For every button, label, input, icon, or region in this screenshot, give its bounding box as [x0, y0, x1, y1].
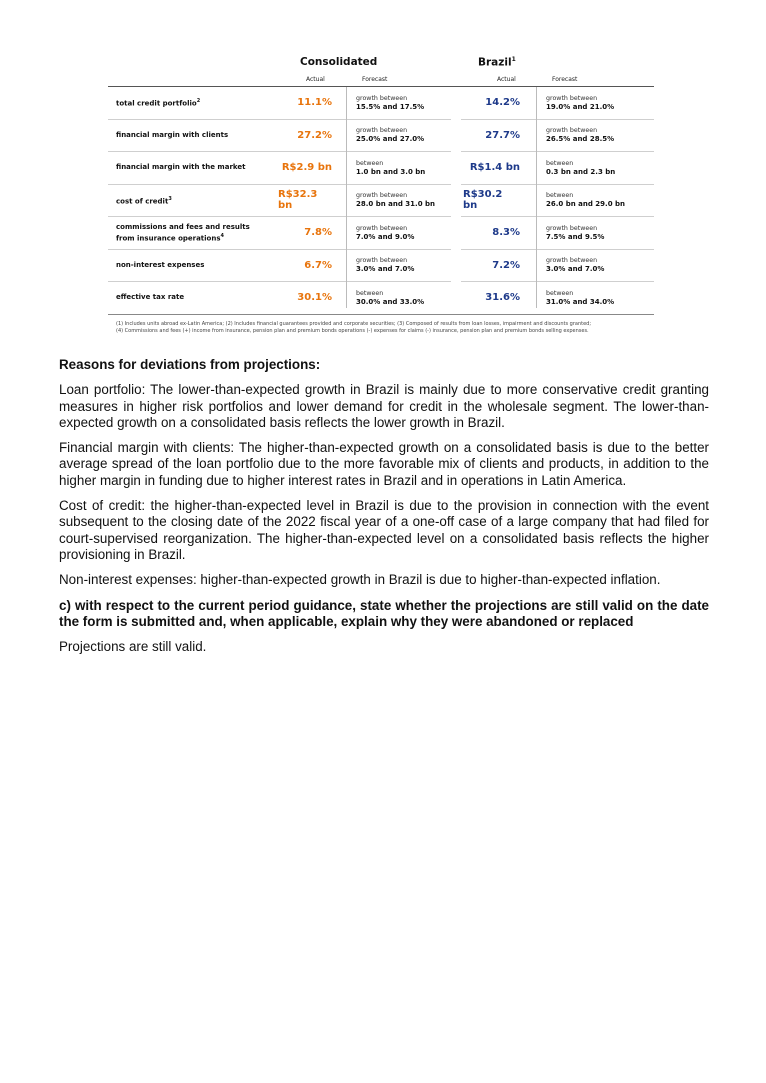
- consolidated-forecast: [356, 185, 451, 217]
- forecast-line-2: 31.0% and 34.0%: [546, 297, 615, 306]
- brazil-actual-value: 8.3%: [492, 227, 520, 239]
- forecast-line-2: 7.5% and 9.5%: [546, 232, 605, 241]
- paragraph-non-interest-expenses: Non-interest expenses: higher-than-expected growth in Brazil is due to higher-than-expected inflation.: [59, 572, 661, 588]
- row-label: [116, 152, 286, 184]
- row-label-text: effective tax rate: [116, 293, 185, 302]
- brazil-forecast: [546, 250, 646, 282]
- brazil-actual-value: R$30.2 bn: [463, 189, 503, 212]
- table-row: [108, 282, 654, 315]
- table-row: [108, 152, 654, 185]
- consolidated-heading: Consolidated: [300, 56, 378, 68]
- brazil-actual-value: 7.2%: [492, 259, 520, 271]
- forecast-line-1: growth between: [356, 257, 408, 265]
- forecast-line-1: growth between: [356, 94, 408, 102]
- forecast-line-2: 0.3 bn and 2.3 bn: [546, 167, 616, 176]
- table-row: [108, 185, 654, 218]
- row-label: [116, 120, 286, 152]
- consolidated-actual-value: 11.1%: [297, 97, 332, 109]
- paragraph-financial-margin: Financial margin with clients: The higher-than-expected growth on a consolidated basis is due to the better average spread of the loan portfolio due to the more favorable mix of clients and products, in addition to the higher margin in funding due to higher interest rates in Brazil and in operations in Latin America.: [59, 440, 709, 488]
- footnote-line-2: (4) Commissions and fees (+) income from insurance, pension plan and premium bonds operations (-) expenses for claims (-) insurance, pension plan and premium bonds selling expenses.: [116, 328, 589, 334]
- row-label-text-2: from insurance operations: [116, 233, 221, 242]
- brazil-actual-value: 14.2%: [485, 97, 520, 109]
- forecast-line-1: growth between: [546, 257, 598, 265]
- forecast-line-1: between: [546, 289, 574, 297]
- brazil-forecast: [546, 217, 646, 249]
- brazil-actual-value: R$1.4 bn: [469, 162, 520, 174]
- row-label-text: commissions and fees and results: [116, 222, 250, 231]
- reasons-heading: Reasons for deviations from projections:: [59, 357, 321, 372]
- consolidated-actual-value: 27.2%: [297, 129, 332, 141]
- forecast-line-1: between: [356, 159, 384, 167]
- row-label-text: cost of credit: [116, 196, 169, 205]
- forecast-line-1: growth between: [546, 127, 598, 135]
- row-label-text: financial margin with clients: [116, 130, 229, 139]
- consolidated-actual-value: 7.8%: [304, 227, 332, 239]
- brazil-forecast-head: Forecast: [552, 76, 578, 83]
- paragraph-projections-valid: Projections are still valid.: [59, 639, 207, 655]
- consolidated-forecast: [356, 120, 451, 152]
- forecast-line-2: 26.5% and 28.5%: [546, 135, 615, 144]
- consolidated-forecast: [356, 87, 451, 119]
- footnote-line-1: (1) Includes units abroad ex-Latin America; (2) Includes financial guarantees provided and corporate securities; (3) Composed of results from loan losses, impairment and discounts granted;: [116, 321, 592, 327]
- consolidated-actual-value: 30.1%: [297, 292, 332, 304]
- forecast-line-2: 7.0% and 9.0%: [356, 232, 415, 241]
- forecast-line-2: 3.0% and 7.0%: [356, 265, 415, 274]
- row-label-text: total credit portfolio: [116, 99, 197, 108]
- row-note: 4: [220, 232, 224, 239]
- forecast-line-2: 3.0% and 7.0%: [546, 265, 605, 274]
- table-row: [108, 87, 654, 120]
- row-label: [116, 250, 286, 282]
- forecast-line-2: 30.0% and 33.0%: [356, 297, 425, 306]
- brazil-forecast: [546, 87, 646, 119]
- row-label: [116, 87, 286, 119]
- guidance-table: [108, 56, 654, 311]
- brazil-forecast: [546, 282, 646, 314]
- row-note: 3: [168, 195, 172, 202]
- consolidated-forecast: [356, 217, 451, 249]
- forecast-line-1: growth between: [356, 192, 408, 200]
- body-text: [59, 357, 709, 655]
- section-c-heading: c) with respect to the current period guidance, state whether the projections are still valid on the date the form is submitted and, when applicable, explain why they were abandoned or replaced: [59, 597, 709, 629]
- consolidated-actual-value: 6.7%: [304, 259, 332, 271]
- forecast-line-1: growth between: [546, 224, 598, 232]
- row-label-text: non-interest expenses: [116, 260, 205, 269]
- column-gap: [451, 87, 461, 309]
- brazil-actual-head: Actual: [497, 76, 516, 83]
- consolidated-actual-value: R$2.9 bn: [281, 162, 332, 174]
- forecast-line-2: 15.5% and 17.5%: [356, 102, 425, 111]
- row-label: [116, 217, 286, 249]
- row-label-text: financial margin with the market: [116, 163, 246, 172]
- brazil-forecast: [546, 120, 646, 152]
- forecast-line-1: growth between: [546, 94, 598, 102]
- forecast-line-2: 26.0 bn and 29.0 bn: [546, 200, 625, 209]
- consolidated-actual-head: Actual: [306, 76, 325, 83]
- table-rows: [108, 87, 654, 315]
- consolidated-forecast: [356, 282, 451, 314]
- table-footnotes: [116, 321, 646, 335]
- table-row: [108, 250, 654, 283]
- forecast-line-2: 25.0% and 27.0%: [356, 135, 425, 144]
- row-label: [116, 185, 286, 217]
- consolidated-forecast: [356, 152, 451, 184]
- table-row: [108, 217, 654, 250]
- brazil-forecast: [546, 185, 646, 217]
- table-row: [108, 120, 654, 153]
- forecast-line-2: 1.0 bn and 3.0 bn: [356, 167, 426, 176]
- brazil-heading: Brazil$^1$: [478, 56, 516, 69]
- consolidated-forecast: [356, 250, 451, 282]
- paragraph-loan-portfolio: Loan portfolio: The lower-than-expected growth in Brazil is mainly due to more conservative credit granting measures in higher risk portfolios and lower demand for credit in the wholesale segment. The lower-than-expected growth on a consolidated basis reflects the lower growth in Brazil.: [59, 382, 709, 430]
- paragraph-cost-of-credit: Cost of credit: the higher-than-expected level in Brazil is due to the provision in connection with the event subsequent to the closing date of the 2022 fiscal year of a one-off case of a large company that had filed for court-supervised reorganization. The higher-than-expected level on a consolidated basis reflects the higher provisioning in Brazil.: [59, 498, 709, 562]
- brazil-actual-value: 27.7%: [485, 129, 520, 141]
- row-label: [116, 282, 286, 314]
- forecast-line-2: 28.0 bn and 31.0 bn: [356, 200, 435, 209]
- forecast-line-1: growth between: [356, 127, 408, 135]
- forecast-line-1: between: [356, 289, 384, 297]
- forecast-line-2: 19.0% and 21.0%: [546, 102, 615, 111]
- brazil-actual-value: 31.6%: [485, 292, 520, 304]
- divider-brazil: [536, 87, 537, 308]
- consolidated-forecast-head: Forecast: [362, 76, 388, 83]
- row-note: 2: [196, 98, 201, 105]
- forecast-line-1: growth between: [356, 224, 408, 232]
- divider-consolidated: [346, 87, 347, 308]
- consolidated-actual-value: R$32.3 bn: [278, 189, 318, 212]
- forecast-line-1: between: [546, 159, 574, 167]
- forecast-line-1: between: [546, 192, 574, 200]
- brazil-forecast: [546, 152, 646, 184]
